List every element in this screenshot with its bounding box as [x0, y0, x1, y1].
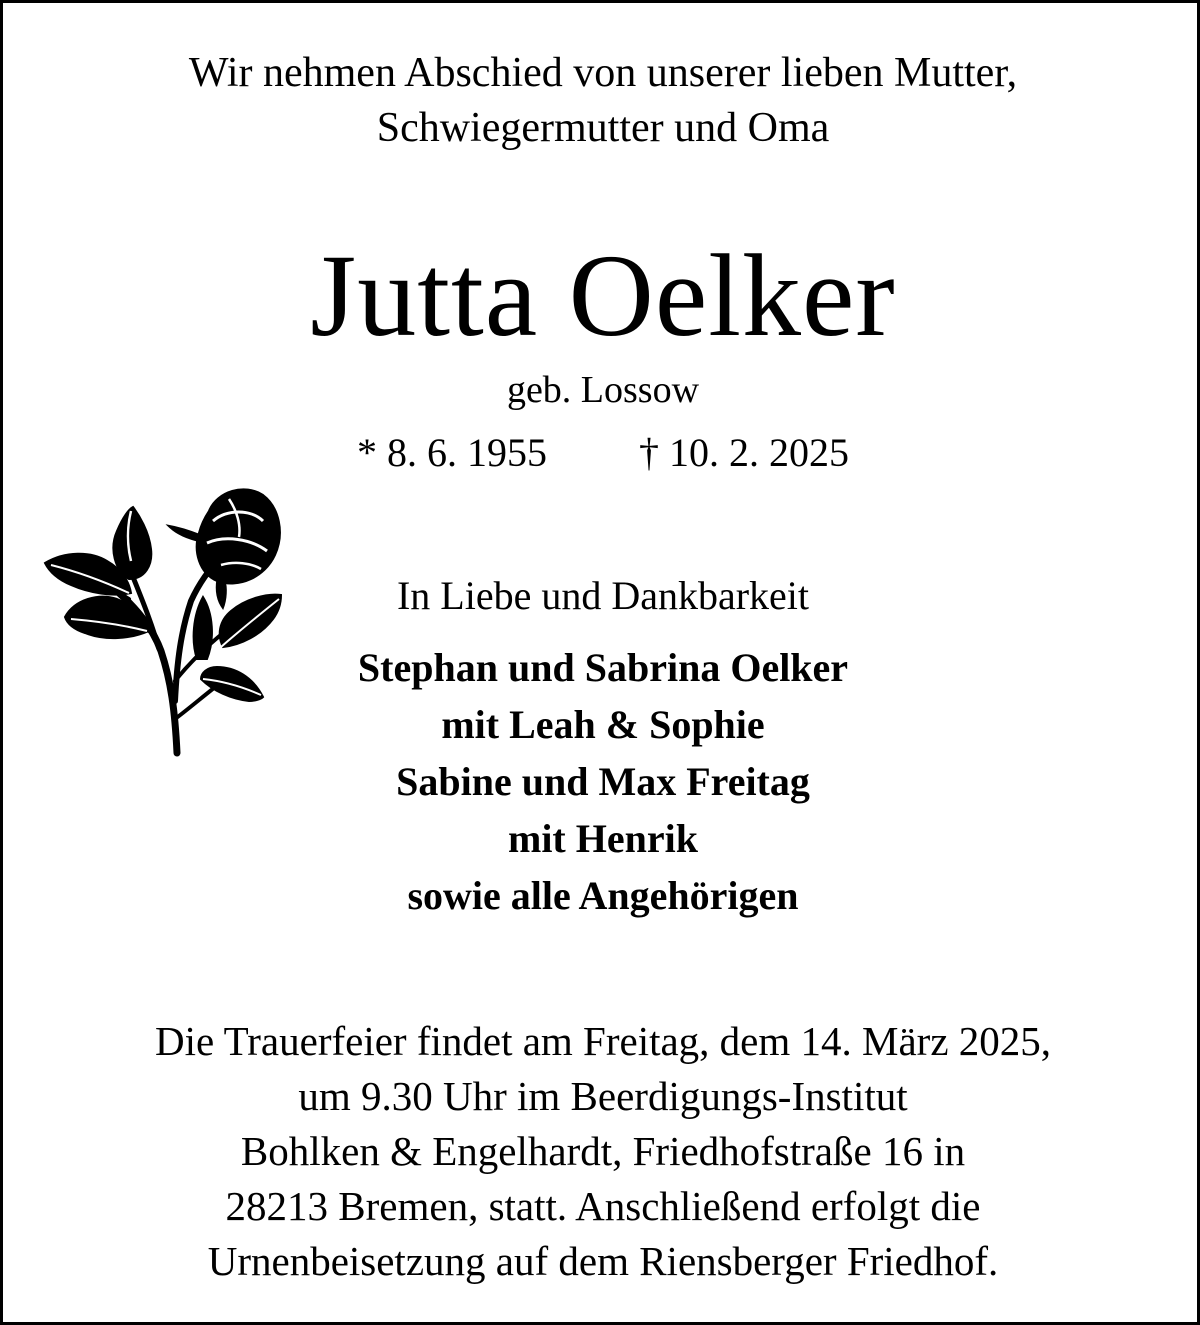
ceremony-line-5: Urnenbeisetzung auf dem Riensberger Friedhof.	[207, 1238, 999, 1284]
ceremony-line-2: um 9.30 Uhr im Beerdigungs-Institut	[298, 1073, 908, 1119]
mourner-line-5: sowie alle Angehörigen	[407, 873, 799, 918]
birth-date: * 8. 6. 1955	[357, 430, 547, 475]
ceremony-line-3: Bohlken & Engelhardt, Friedhofstraße 16 in	[240, 1128, 966, 1174]
mourner-line-3: Sabine und Max Freitag	[396, 759, 810, 804]
maiden-name: geb. Lossow	[506, 369, 700, 411]
life-dates	[3, 427, 1200, 479]
mourner-line-4: mit Henrik	[508, 816, 698, 861]
intro-line-1: Wir nehmen Abschied von unserer lieben Mutter,	[188, 50, 1018, 96]
intro-line-2: Schwiegermutter und Oma	[376, 105, 830, 151]
mourner-line-2: mit Leah & Sophie	[441, 702, 765, 747]
ceremony-line-1: Die Trauerfeier findet am Freitag, dem 14. März 2025,	[154, 1018, 1052, 1064]
deceased-name: Jutta Oelker	[310, 230, 896, 361]
ceremony-line-4: 28213 Bremen, statt. Anschließend erfolgt die	[225, 1183, 981, 1229]
mourner-line-1: Stephan und Sabrina Oelker	[357, 645, 849, 690]
mourners-intro: In Liebe und Dankbarkeit	[396, 573, 810, 618]
death-date: † 10. 2. 2025	[639, 430, 849, 475]
